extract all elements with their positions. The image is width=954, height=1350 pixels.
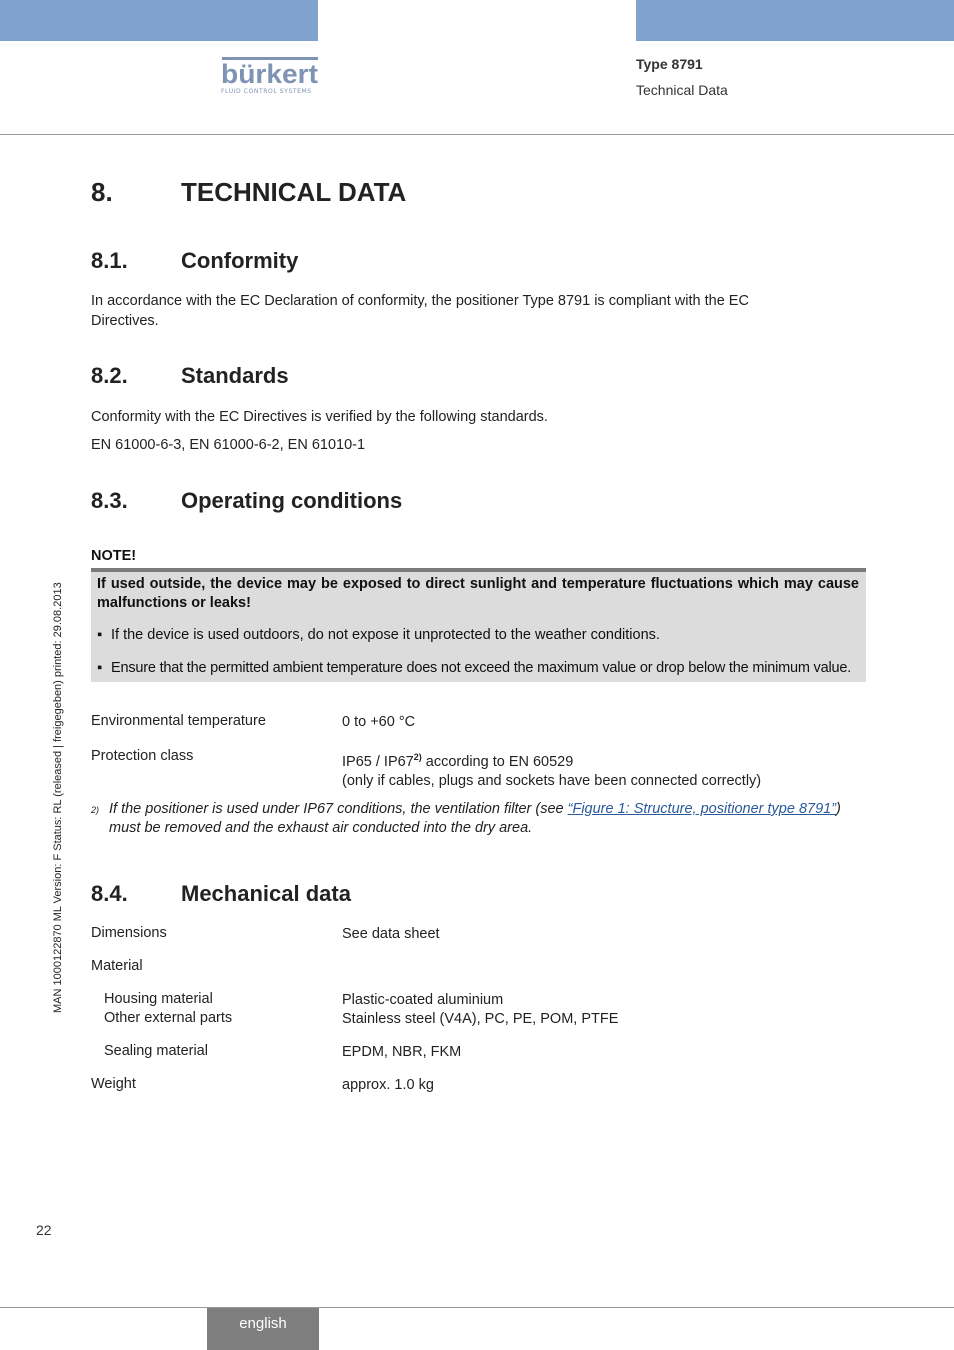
note-bullet-text: If the device is used outdoors, do not expose it unprotected to the weather conditions. [111,627,660,643]
standards-text: Conformity with the EC Directives is verified by the following standards. [91,409,548,425]
section-heading-mechanical [91,881,351,907]
logo-text: bürkert [221,59,319,88]
header-section: Technical Data [636,82,728,98]
conformity-text: In accordance with the EC Declaration of conformity, the positioner Type 8791 is compliant with the EC Directives. [91,293,749,329]
section-number: 8.2. [91,363,128,388]
section-heading-operating [91,488,402,514]
section-heading-conformity [91,248,298,274]
header-type: Type 8791 [636,56,703,72]
footer-rule [0,1307,954,1308]
weight-value: approx. 1.0 kg [342,1077,434,1093]
header-bar-right [636,0,954,41]
other-parts-label: Other external parts [104,1010,233,1026]
footnote-text [109,800,854,838]
footnote-pre: If the positioner is used under IP67 conditions, the ventilation filter (see [109,801,568,817]
note-bullet [97,627,660,643]
section-title: Mechanical data [181,881,351,906]
note-bullet [97,660,851,676]
section-title: Conformity [181,248,299,273]
housing-label: Housing material [104,991,213,1007]
header-bar-left [0,0,318,41]
footnote-ref: 2) [413,752,422,762]
document-status-sidebar: MAN 1000122870 ML Version: F Status: RL (released | freigegeben) printed: 29.08.2013 [52,582,64,1013]
note-heading: If used outside, the device may be exposed to direct sunlight and temperature fluctuations which may cause malfunctions or leaks! [97,576,859,611]
standards-list: EN 61000-6-3, EN 61000-6-2, EN 61010-1 [91,437,366,453]
header-rule [0,134,954,135]
burkert-logo [221,56,319,88]
weight-label: Weight [91,1076,136,1092]
chapter-number: 8. [91,177,113,207]
dimensions-label: Dimensions [91,925,167,941]
sealing-value: EPDM, NBR, FKM [342,1044,462,1060]
material-label: Material [91,958,143,974]
figure-link[interactable]: “Figure 1: Structure, positioner type 8791” [567,801,837,817]
page-number: 22 [36,1222,52,1238]
chapter-title: TECHNICAL DATA [181,177,407,207]
env-temp-value: 0 to +60 °C [342,714,416,730]
section-title: Standards [181,363,289,388]
protection-value [342,748,761,791]
language-tab: english [207,1308,319,1350]
housing-value: Plastic-coated aluminium [342,992,504,1008]
sealing-label: Sealing material [104,1043,208,1059]
bullet-square-icon: ▪ [97,627,103,643]
protection-note: (only if cables, plugs and sockets have been connected correctly) [342,772,762,789]
section-number: 8.4. [91,881,128,906]
protection-ip-text: IP65 / IP67 [342,753,414,770]
footnote-post: ) must be removed and the exhaust air conducted into the dry area. [109,801,841,836]
env-temp-label: Environmental temperature [91,713,266,729]
logo-subtitle: FLUID CONTROL SYSTEMS [221,88,312,95]
other-parts-value: Stainless steel (V4A), PC, PE, POM, PTFE [342,1011,619,1027]
note-label: NOTE! [91,548,137,564]
section-heading-standards [91,363,289,389]
chapter-heading [91,177,406,208]
footnote-mark: 2) [91,805,100,815]
section-number: 8.1. [91,248,128,273]
section-title: Operating conditions [181,488,403,513]
section-number: 8.3. [91,488,128,513]
note-bullet-text: Ensure that the permitted ambient temperature does not exceed the maximum value or drop below the minimum value. [111,660,852,676]
bullet-square-icon: ▪ [97,660,102,676]
dimensions-value: See data sheet [342,926,440,942]
protection-standard-text: according to EN 60529 [421,753,574,770]
protection-label: Protection class [91,748,194,764]
